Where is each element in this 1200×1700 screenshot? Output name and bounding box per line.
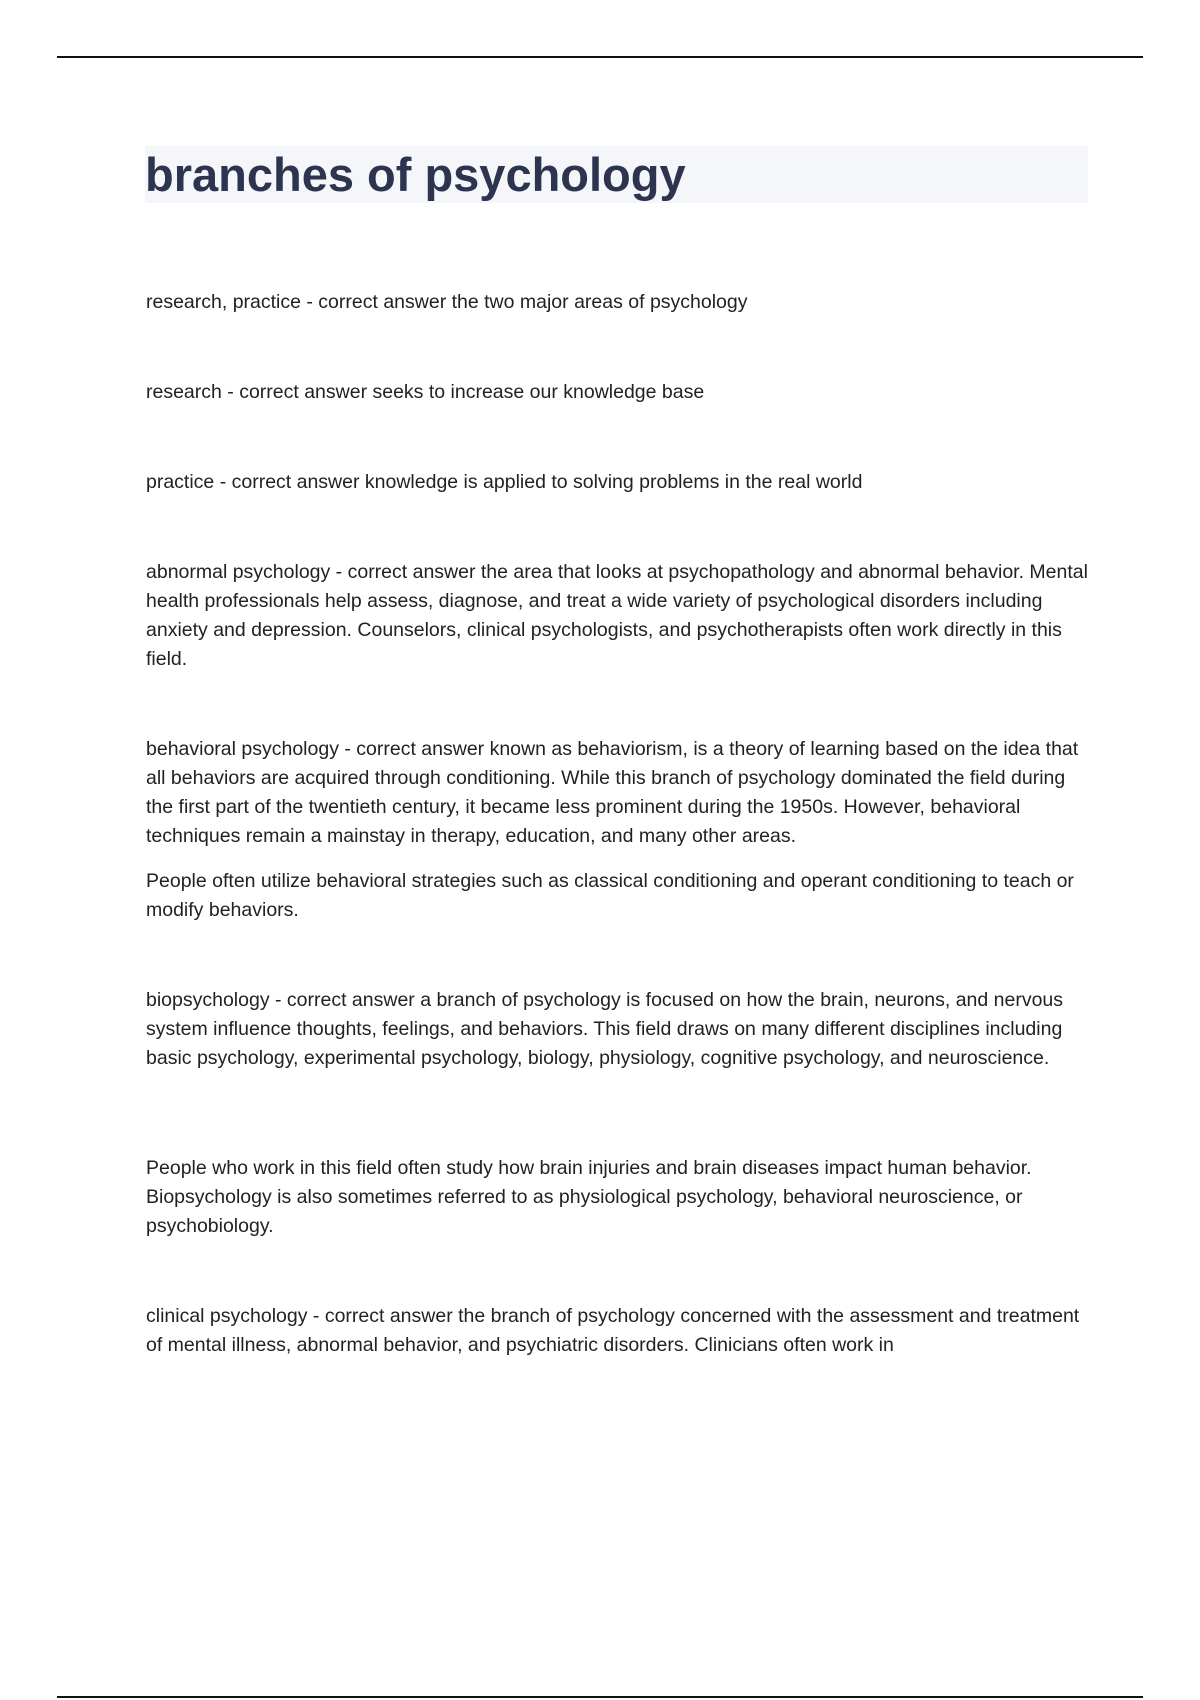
entry-continuation: People often utilize behavioral strategies such as classical conditioning and operant conditioning to teach or modify behaviors. (146, 870, 1074, 921)
entry-text: clinical psychology - correct answer the branch of psychology concerned with the assessment and treatment of mental illness, abnormal behavior, and psychiatric disorders. Clinicians often work in (146, 1305, 1080, 1356)
entry-text: abnormal psychology - correct answer the area that looks at psychopathology and abnormal behavior. Mental health professionals help assess, diagnose, and treat a wide variety of psychological disorders including anxiety and depression. Counselors, clinical psychologists, and psychotherapists often work directly in this field. (146, 561, 1088, 670)
entry-research (146, 378, 1090, 407)
page-title: branches of psychology (145, 148, 686, 201)
entry-practice (146, 468, 1090, 497)
entry-continuation: People who work in this field often study how brain injuries and brain diseases impact human behavior. Biopsychology is also sometimes referred to as physiological psychology, behavioral neuroscience, or psychobiology. (146, 1157, 1032, 1237)
entry-behavioral-psychology (146, 735, 1090, 925)
entry-biopsychology (146, 986, 1090, 1241)
top-rule (57, 56, 1143, 58)
document-body (146, 288, 1090, 1360)
entry-clinical-psychology (146, 1302, 1090, 1360)
entry-research-practice (146, 288, 1090, 317)
entry-text: research, practice - correct answer the two major areas of psychology (146, 291, 748, 313)
entry-text: behavioral psychology - correct answer known as behaviorism, is a theory of learning based on the idea that all behaviors are acquired through conditioning. While this branch of psychology dominated the field during the first part of the twentieth century, it became less prominent during the 1950s. However, behavioral techniques remain a mainstay in therapy, education, and many other areas. (146, 738, 1079, 847)
entry-text: research - correct answer seeks to increase our knowledge base (146, 381, 705, 403)
bottom-rule (57, 1696, 1143, 1698)
entry-text: practice - correct answer knowledge is applied to solving problems in the real world (146, 471, 863, 493)
entry-abnormal-psychology (146, 558, 1090, 674)
entry-text: biopsychology - correct answer a branch of psychology is focused on how the brain, neurons, and nervous system influence thoughts, feelings, and behaviors. This field draws on many different disciplines including basic psychology, experimental psychology, biology, physiology, cognitive psychology, and neuroscience. (146, 989, 1064, 1069)
